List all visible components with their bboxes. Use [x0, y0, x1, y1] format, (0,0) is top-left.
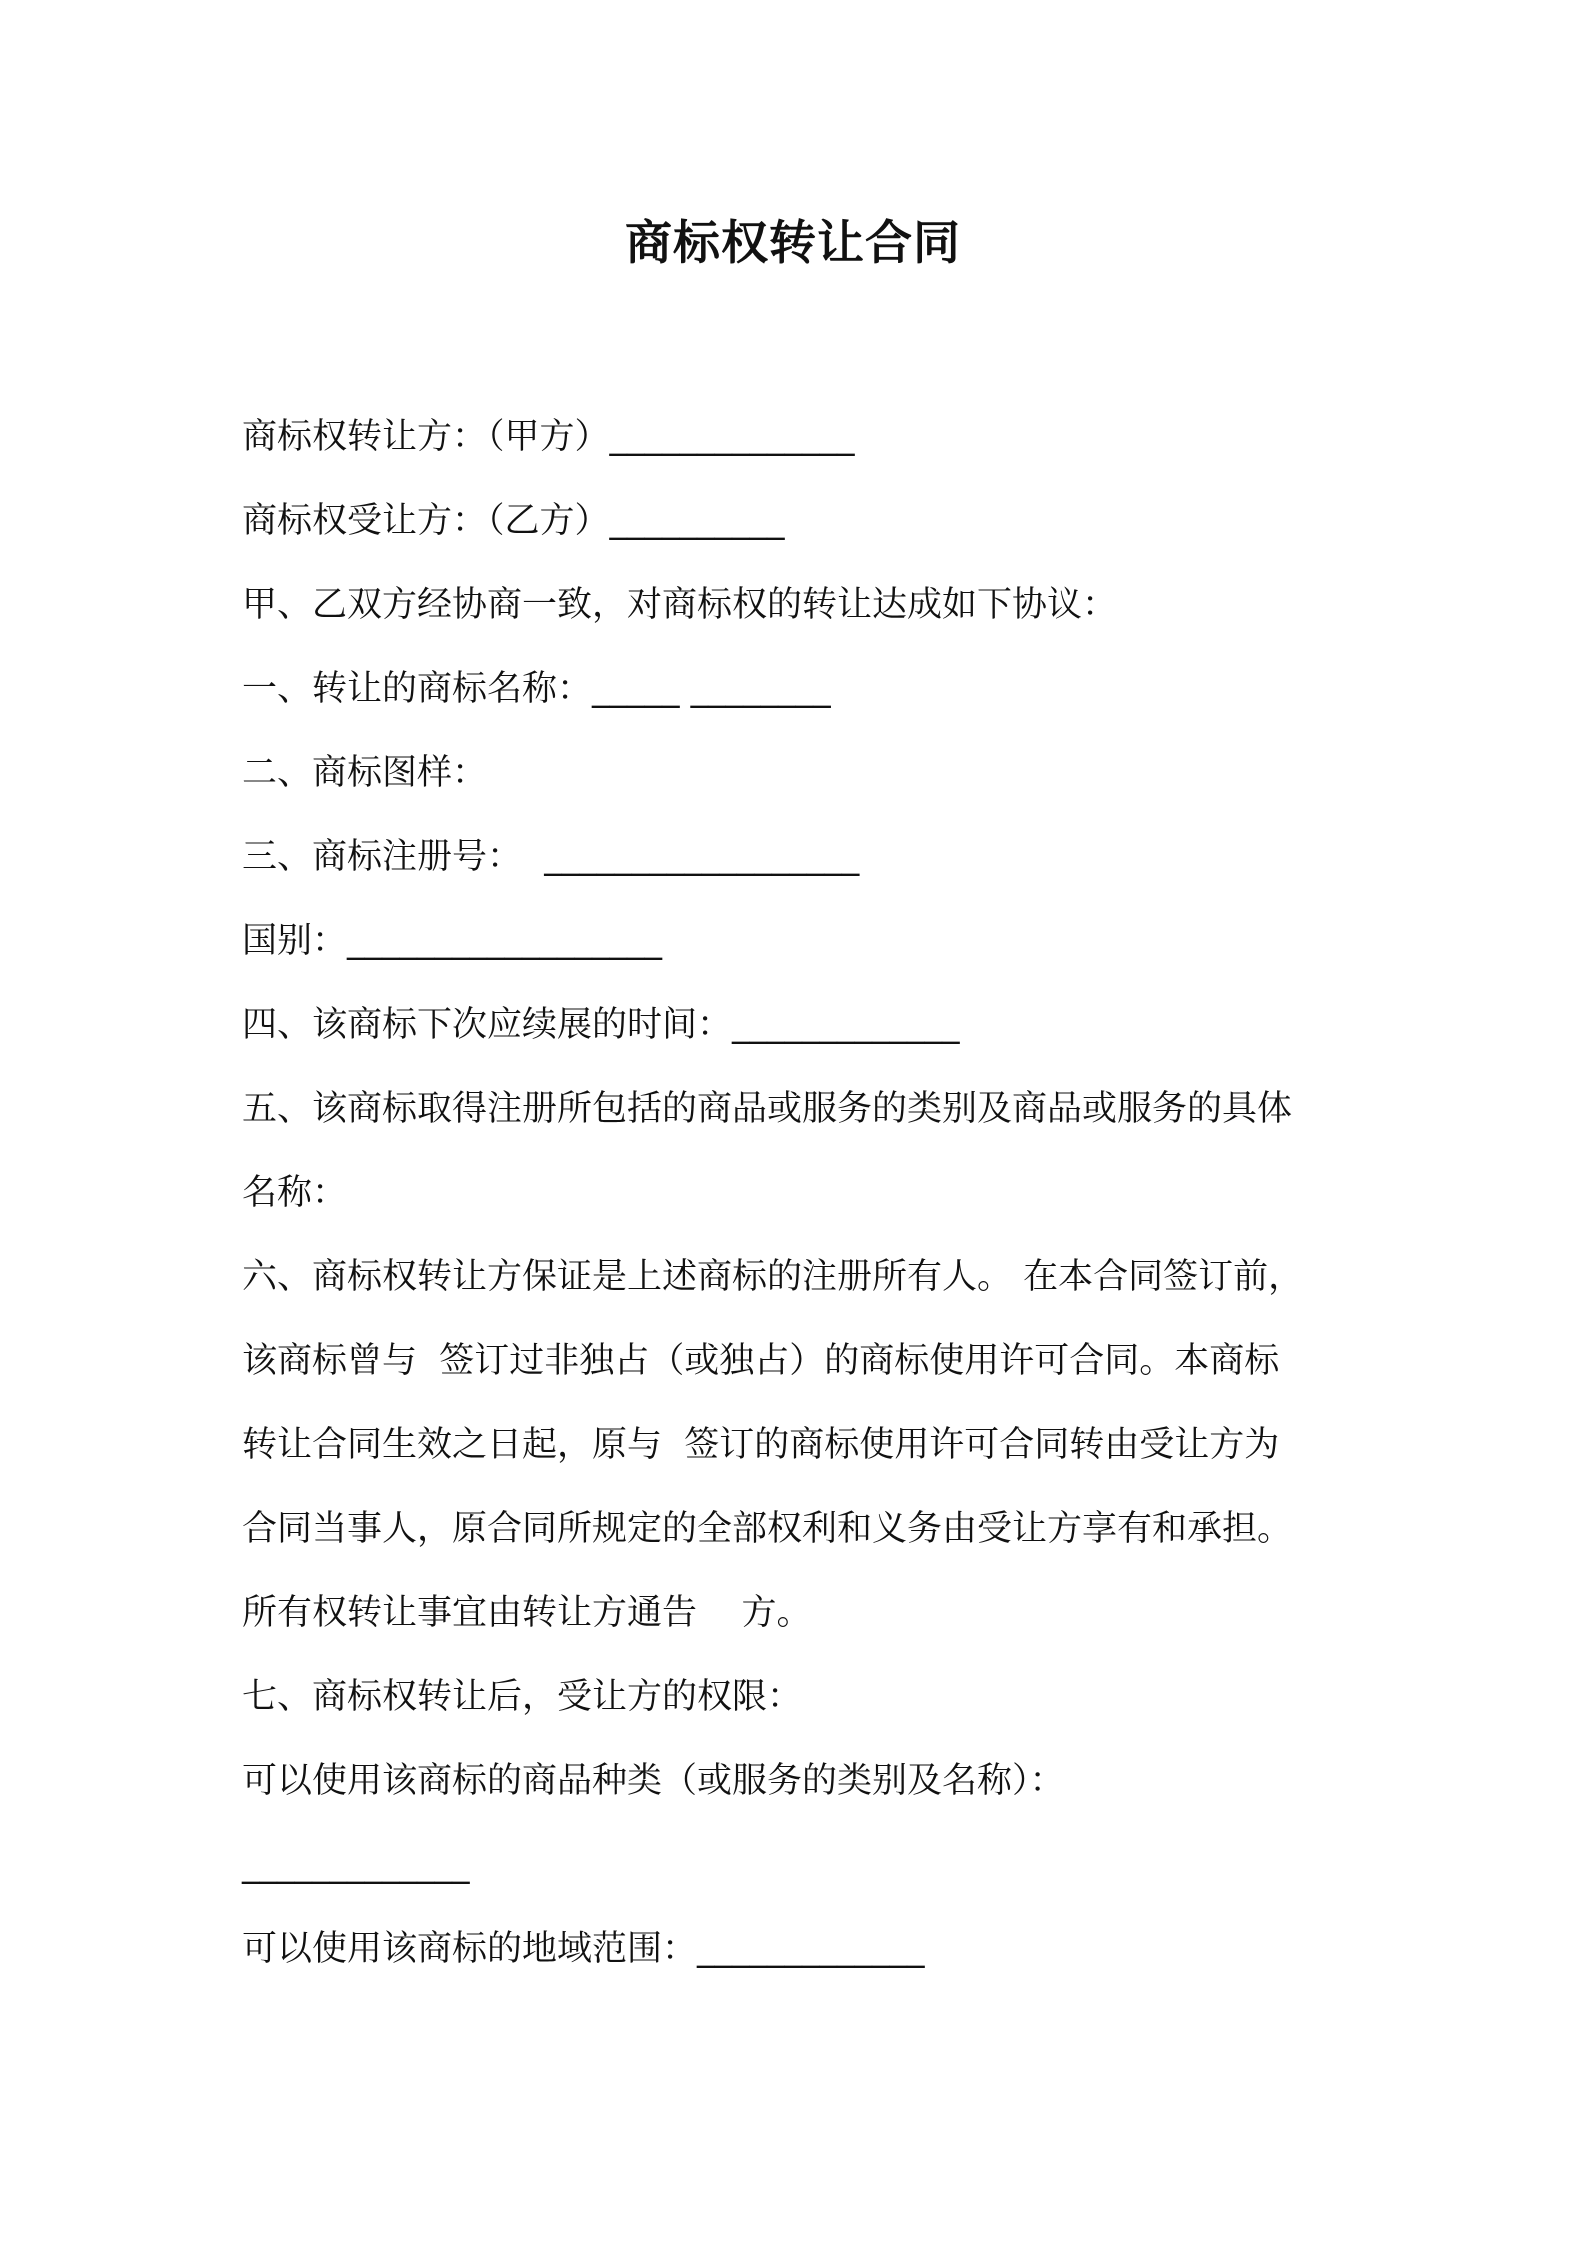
clause-4-renewal-time: 四、该商标下次应续展的时间：_____________	[242, 1005, 960, 1045]
clause-6-line-1: 六、商标权转让方保证是上述商标的注册所有人。 在本合同签订前，	[242, 1257, 1304, 1297]
clause-1-trademark-name: 一、转让的商标名称：_____ ________	[242, 669, 831, 709]
clause-5-line-2: 名称：	[242, 1173, 348, 1213]
clause-7-goods-types: 可以使用该商标的商品种类（或服务的类别及名称）：	[242, 1761, 1065, 1801]
clause-7-goods-blank: _____________	[242, 1845, 470, 1885]
transferor-line: 商标权转让方：（甲方）______________	[242, 417, 855, 457]
clause-5-line-1: 五、该商标取得注册所包括的商品或服务的类别及商品或服务的具体	[242, 1089, 1293, 1129]
transferee-line: 商标权受让方：（乙方）__________	[242, 501, 785, 541]
clause-7-region-scope: 可以使用该商标的地域范围：_____________	[242, 1929, 925, 1969]
clause-3-registration-number: 三、商标注册号： __________________	[242, 837, 860, 877]
clause-7-heading: 七、商标权转让后，受让方的权限：	[242, 1677, 803, 1717]
clause-6-line-5: 所有权转让事宜由转让方通告 方。	[242, 1593, 812, 1633]
clause-6-line-4: 合同当事人，原合同所规定的全部权利和义务由受让方享有和承担。	[242, 1509, 1293, 1549]
clause-6-line-2: 该商标曾与 签订过非独占（或独占）的商标使用许可合同。本商标	[242, 1341, 1280, 1381]
clause-6-line-3: 转让合同生效之日起，原与 签订的商标使用许可合同转由受让方为	[242, 1425, 1280, 1465]
clause-2-trademark-sample: 二、商标图样：	[242, 753, 488, 793]
agreement-intro: 甲、乙双方经协商一致，对商标权的转让达成如下协议：	[242, 585, 1118, 625]
contract-title: 商标权转让合同	[625, 216, 961, 271]
country-line: 国别：__________________	[242, 921, 663, 961]
